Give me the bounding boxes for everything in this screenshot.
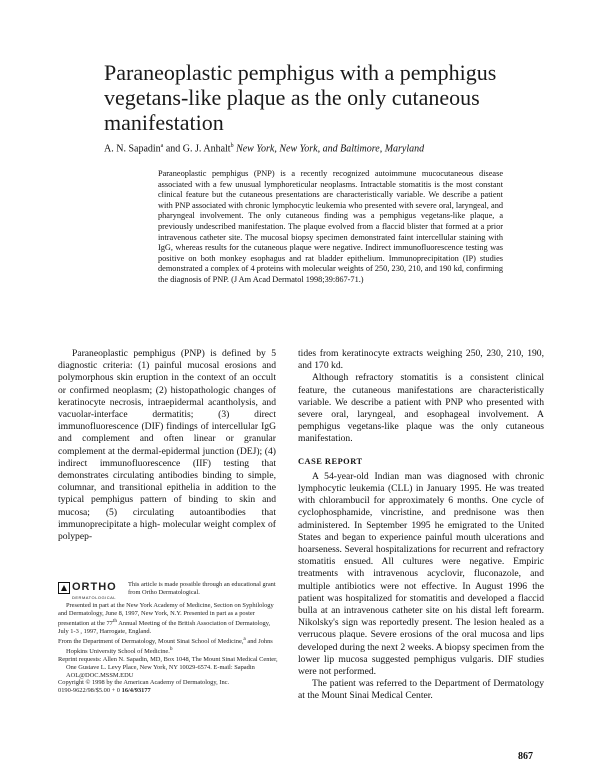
title-line: manifestation (104, 110, 224, 135)
logo-subtitle: DERMATOLOGICAL (72, 595, 116, 600)
right-column (298, 348, 544, 703)
page-number: 867 (518, 751, 533, 762)
author-locations: New York, New York, and Baltimore, Maryland (236, 143, 425, 155)
title-line: Paraneoplastic pemphigus with a pemphigus (104, 60, 497, 85)
footnote-block (58, 581, 282, 695)
ortho-logo-icon (58, 582, 70, 594)
presentation-note: Presented in part at the New York Academy of Medicine, Section on Syphilology and Dermatology, June 8, 1997, New York, N.Y. Presented in part as a poster presentation at the 77th Annual Meeting of the British Association of Dermatology, July 1-3 , 1997, Harrogate, England. (58, 601, 274, 635)
intro-paragraph: Paraneoplastic pemphigus (PNP) is defined by 5 diagnostic criteria: (1) painful mucosal erosions and polymorphous skin eruption in the context of an occult or confirmed neoplasm; (2) histopathologic changes of keratinocyte necrosis, intraepidermal acantholysis, and vacuolar-interface dermatitis; (3) direct immunofluorescence (DIF) findings of intercellular IgG and complement and often linear or granular complement at the dermal-epidermal junction (DEJ); (4) indirect immunofluorescence (IIF) testing that demonstrates circulating antibodies binding to simple, columnar, and transitional epithelia in addition to the typical pemphigus pattern of binding to skin and mucosa; (5) circulating autoantibodies that immunoprecipitate a high- molecular weight complex of polypep- (58, 348, 276, 543)
logo-wordmark: ORTHO (72, 581, 117, 594)
author-name: G. J. Anhalt (182, 143, 231, 155)
reprint-note: Reprint requests: Allen N. Sapadin, MD, Box 1048, The Mount Sinai Medical Center, One Gustave L. Levy Place, New York, NY 10029-6574. E-mail: Sapadin AOL@DOC.MSSM.EDU (58, 655, 278, 679)
ortho-logo (58, 582, 122, 602)
affiliation-marker: b (230, 143, 234, 149)
author-line (104, 143, 424, 154)
author-conjunction: and (163, 143, 183, 155)
article-code: 0190-9622/98/$5.00 + 0 16/4/93177 (58, 687, 151, 695)
copyright-note: Copyright © 1998 by the American Academy of Dermatology, Inc. (58, 679, 230, 687)
abstract: Paraneoplastic pemphigus (PNP) is a recently recognized autoimmune mucocutaneous disease associated with a few unusual lymphoreticular neoplasms. Intractable stomatitis is the most constant clinical feature but the cutaneous presentations are characteristically variable. We describe a patient with PNP associated with chronic lymphocytic leukemia who presented with severe oral, laryngeal, and pharyngeal involvement. The only cutaneous finding was a pemphigus vegetans-like plaque, a previously undescribed manifestation. The plaque evolved from a flaccid blister that formed at a prior intravenous catheter site. The mucosal biopsy specimen demonstrated faint intercellular staining with IgG, whereas results for the cutaneous plaque were negative. Indirect immunofluorescence testing was positive on both monkey esophagus and rat bladder epithelium. Immunoprecipitation (IP) studies demonstrated a complex of 4 proteins with molecular weights of 250, 230, 210, and 190 kd, confirming the diagnosis of PNP. (J Am Acad Dermatol 1998;39:867-71.) (158, 169, 503, 284)
left-column (58, 348, 276, 543)
article-title (104, 60, 524, 135)
section-heading-case-report: CASE REPORT (298, 456, 363, 466)
sponsor-row (58, 581, 282, 602)
affiliation-note: From the Department of Dermatology, Mount Sinai School of Medicine,$^a$ and Johns Hopkins University School of Medicine.$^b$ (58, 635, 273, 655)
sponsor-note: This article is made possible through an educational grant from Ortho Dermatological. (128, 581, 276, 596)
affiliation-marker: a (160, 143, 164, 149)
case-paragraph-2: The patient was referred to the Department of Dermatology at the Mount Sinai Medical Center. (298, 678, 544, 702)
intro-continuation: tides from keratinocyte extracts weighing 250, 230, 210, 190, and 170 kd. (298, 348, 544, 372)
case-paragraph-1: A 54-year-old Indian man was diagnosed with chronic lymphocytic leukemia (CLL) in January 1995. He was treated with chlorambucil for approximately 6 months. One cycle of cyclophosphamide, vincristine, and prednisone was then administered. In September 1995 he emigrated to the United States and began to experience painful mouth ulcerations and hoarseness. Several hospitalizations for recurrent and refractory stomatitis ensued. All cultures were negative. Empiric treatments with intravenous acyclovir, fluconazole, and multiple antibiotics were not effective. In August 1996 the patient was hospitalized for stomatitis and developed a flaccid bulla at an intravenous catheter site on his distal left forearm. Nikolsky's sign was reportedly present. The lesion healed as a verrucous plaque. Severe erosions of the oral mucosa and lips developed during the next 2 weeks. A biopsy specimen from the lower lip mucosa suggested pemphigus vulgaris. DIF studies were not performed. (298, 470, 544, 678)
author-name: A. N. Sapadin (104, 143, 161, 155)
intro-paragraph-2: Although refractory stomatitis is a consistent clinical feature, the cutaneous manifestations are characteristically variable. We describe a patient with PNP who presented with severe oral, laryngeal, and esophageal involvement. A pemphigus vegetans-like plaque was the only cutaneous manifestation. (298, 372, 544, 445)
title-line: vegetans-like plaque as the only cutaneous (104, 85, 480, 110)
